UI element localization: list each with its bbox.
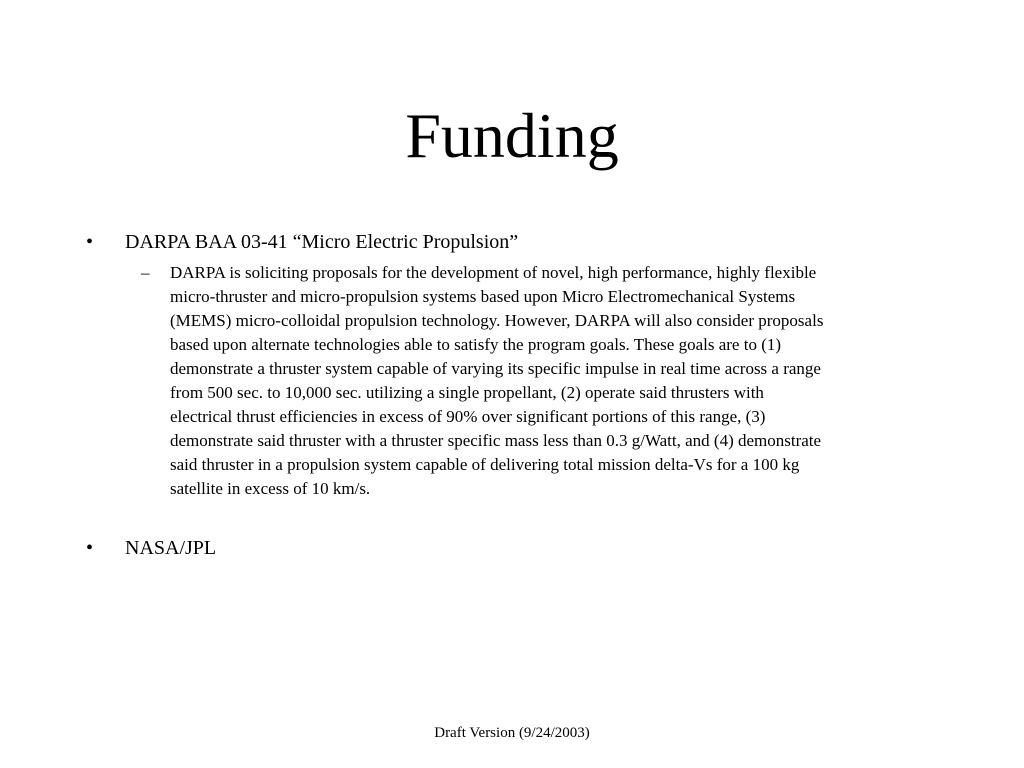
sub-bullet-line: DARPA is soliciting proposals for the development of novel, high performance, highly flexible [170,263,817,282]
slide-title: Funding [405,100,619,171]
sub-bullet-text [170,261,960,501]
bullet-text: DARPA BAA 03-41 “Micro Electric Propulsion” [125,231,519,253]
sub-bullet-line: electrical thrust efficiencies in excess of 90% over significant portions of this range, (3) [170,407,766,426]
sub-bullet-line: satellite in excess of 10 km/s. [170,479,371,498]
bullet-text: NASA/JPL [125,537,217,559]
sub-bullet-line: from 500 sec. to 10,000 sec. utilizing a single propellant, (2) operate said thrusters with [170,383,764,402]
slide-footer: Draft Version (9/24/2003) [434,725,590,741]
bullet-marker: • [86,231,94,253]
dash-marker: – [141,263,150,282]
bullet-marker: • [86,537,94,559]
sub-bullet-line: said thruster in a propulsion system capable of delivering total mission delta-Vs for a 100 kg [170,455,800,474]
sub-bullet-line: demonstrate a thruster system capable of varying its specific impulse in real time across a range [170,359,821,378]
sub-bullet-line: (MEMS) micro-colloidal propulsion technology. However, DARPA will also consider proposals [170,311,824,330]
sub-bullet-line: micro-thruster and micro-propulsion systems based upon Micro Electromechanical Systems [170,287,796,306]
sub-bullet-line: demonstrate said thruster with a thruster specific mass less than 0.3 g/Watt, and (4) demonstrate [170,431,822,450]
sub-bullet-line: based upon alternate technologies able to satisfy the program goals. These goals are to (1) [170,335,782,354]
